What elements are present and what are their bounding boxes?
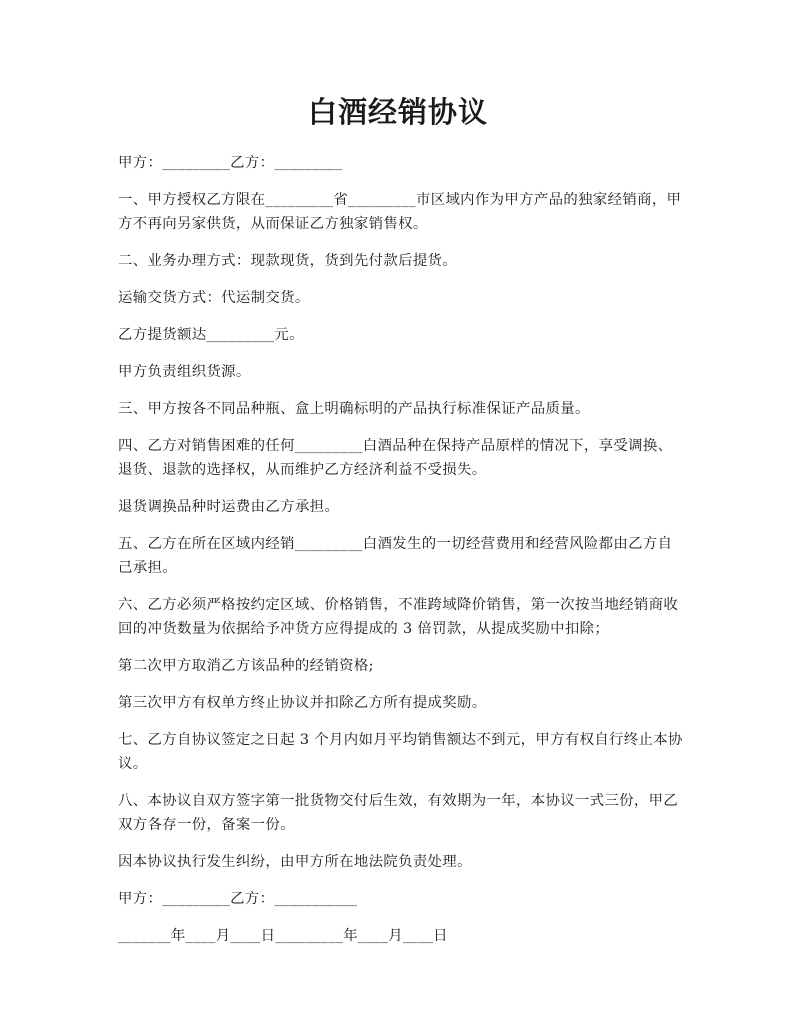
date-line: _______年____月____日_________年____月____日 bbox=[118, 928, 448, 944]
clause-3: 三、甲方按各不同品种瓶、盒上明确标明的产品执行标准保证产品质量。 bbox=[118, 401, 590, 417]
clause-5: 五、乙方在所在区域内经销_________白酒发生的一切经营费用和经营风险都由乙方自己承担。 bbox=[118, 536, 673, 576]
clause-4-freight: 退货调换品种时运费由乙方承担。 bbox=[118, 499, 340, 515]
signature-line: 甲方：_________乙方：___________ bbox=[118, 891, 358, 907]
clause-6: 六、乙方必须严格按约定区域、价格销售，不准跨域降价销售，第一次按当地经销商收回的冲货数量为依据给予冲货方应得提成的 3 倍罚款，从提成奖励中扣除； bbox=[118, 597, 679, 637]
clause-6-second: 第二次甲方取消乙方该品种的经销资格; bbox=[118, 658, 374, 674]
clause-7: 七、乙方自协议签定之日起 3 个月内如月平均销售额达不到元，甲方有权自行终止本协议。 bbox=[118, 732, 683, 772]
clause-2-transport: 运输交货方式：代运制交货。 bbox=[118, 290, 310, 306]
clause-8: 八、本协议自双方签字第一批货物交付后生效，有效期为一年，本协议一式三份，甲乙双方各存一份，备案一份。 bbox=[118, 793, 679, 833]
clause-2: 二、业务办理方式：现款现货，货到先付款后提货。 bbox=[118, 253, 458, 269]
clause-2-amount: 乙方提货额达_________元。 bbox=[118, 327, 304, 343]
document-body bbox=[118, 151, 686, 948]
clause-2-supply: 甲方负责组织货源。 bbox=[118, 364, 251, 380]
parties-line: 甲方：_________乙方：_________ bbox=[118, 155, 343, 171]
document-title: 白酒经销协议 bbox=[307, 95, 488, 129]
clause-6-third: 第三次甲方有权单方终止协议并扣除乙方所有提成奖励。 bbox=[118, 695, 487, 711]
dispute-clause: 因本协议执行发生纠纷，由甲方所在地法院负责处理。 bbox=[118, 854, 472, 870]
clause-1: 一、甲方授权乙方限在_________省_________市区域内作为甲方产品的独家经销商，甲方不再向另家供货，从而保证乙方独家销售权。 bbox=[118, 192, 682, 232]
clause-4: 四、乙方对销售困难的任何_________白酒品种在保持产品原样的情况下，享受调换、退货、退款的选择权，从而维护乙方经济利益不受损失。 bbox=[118, 438, 673, 478]
